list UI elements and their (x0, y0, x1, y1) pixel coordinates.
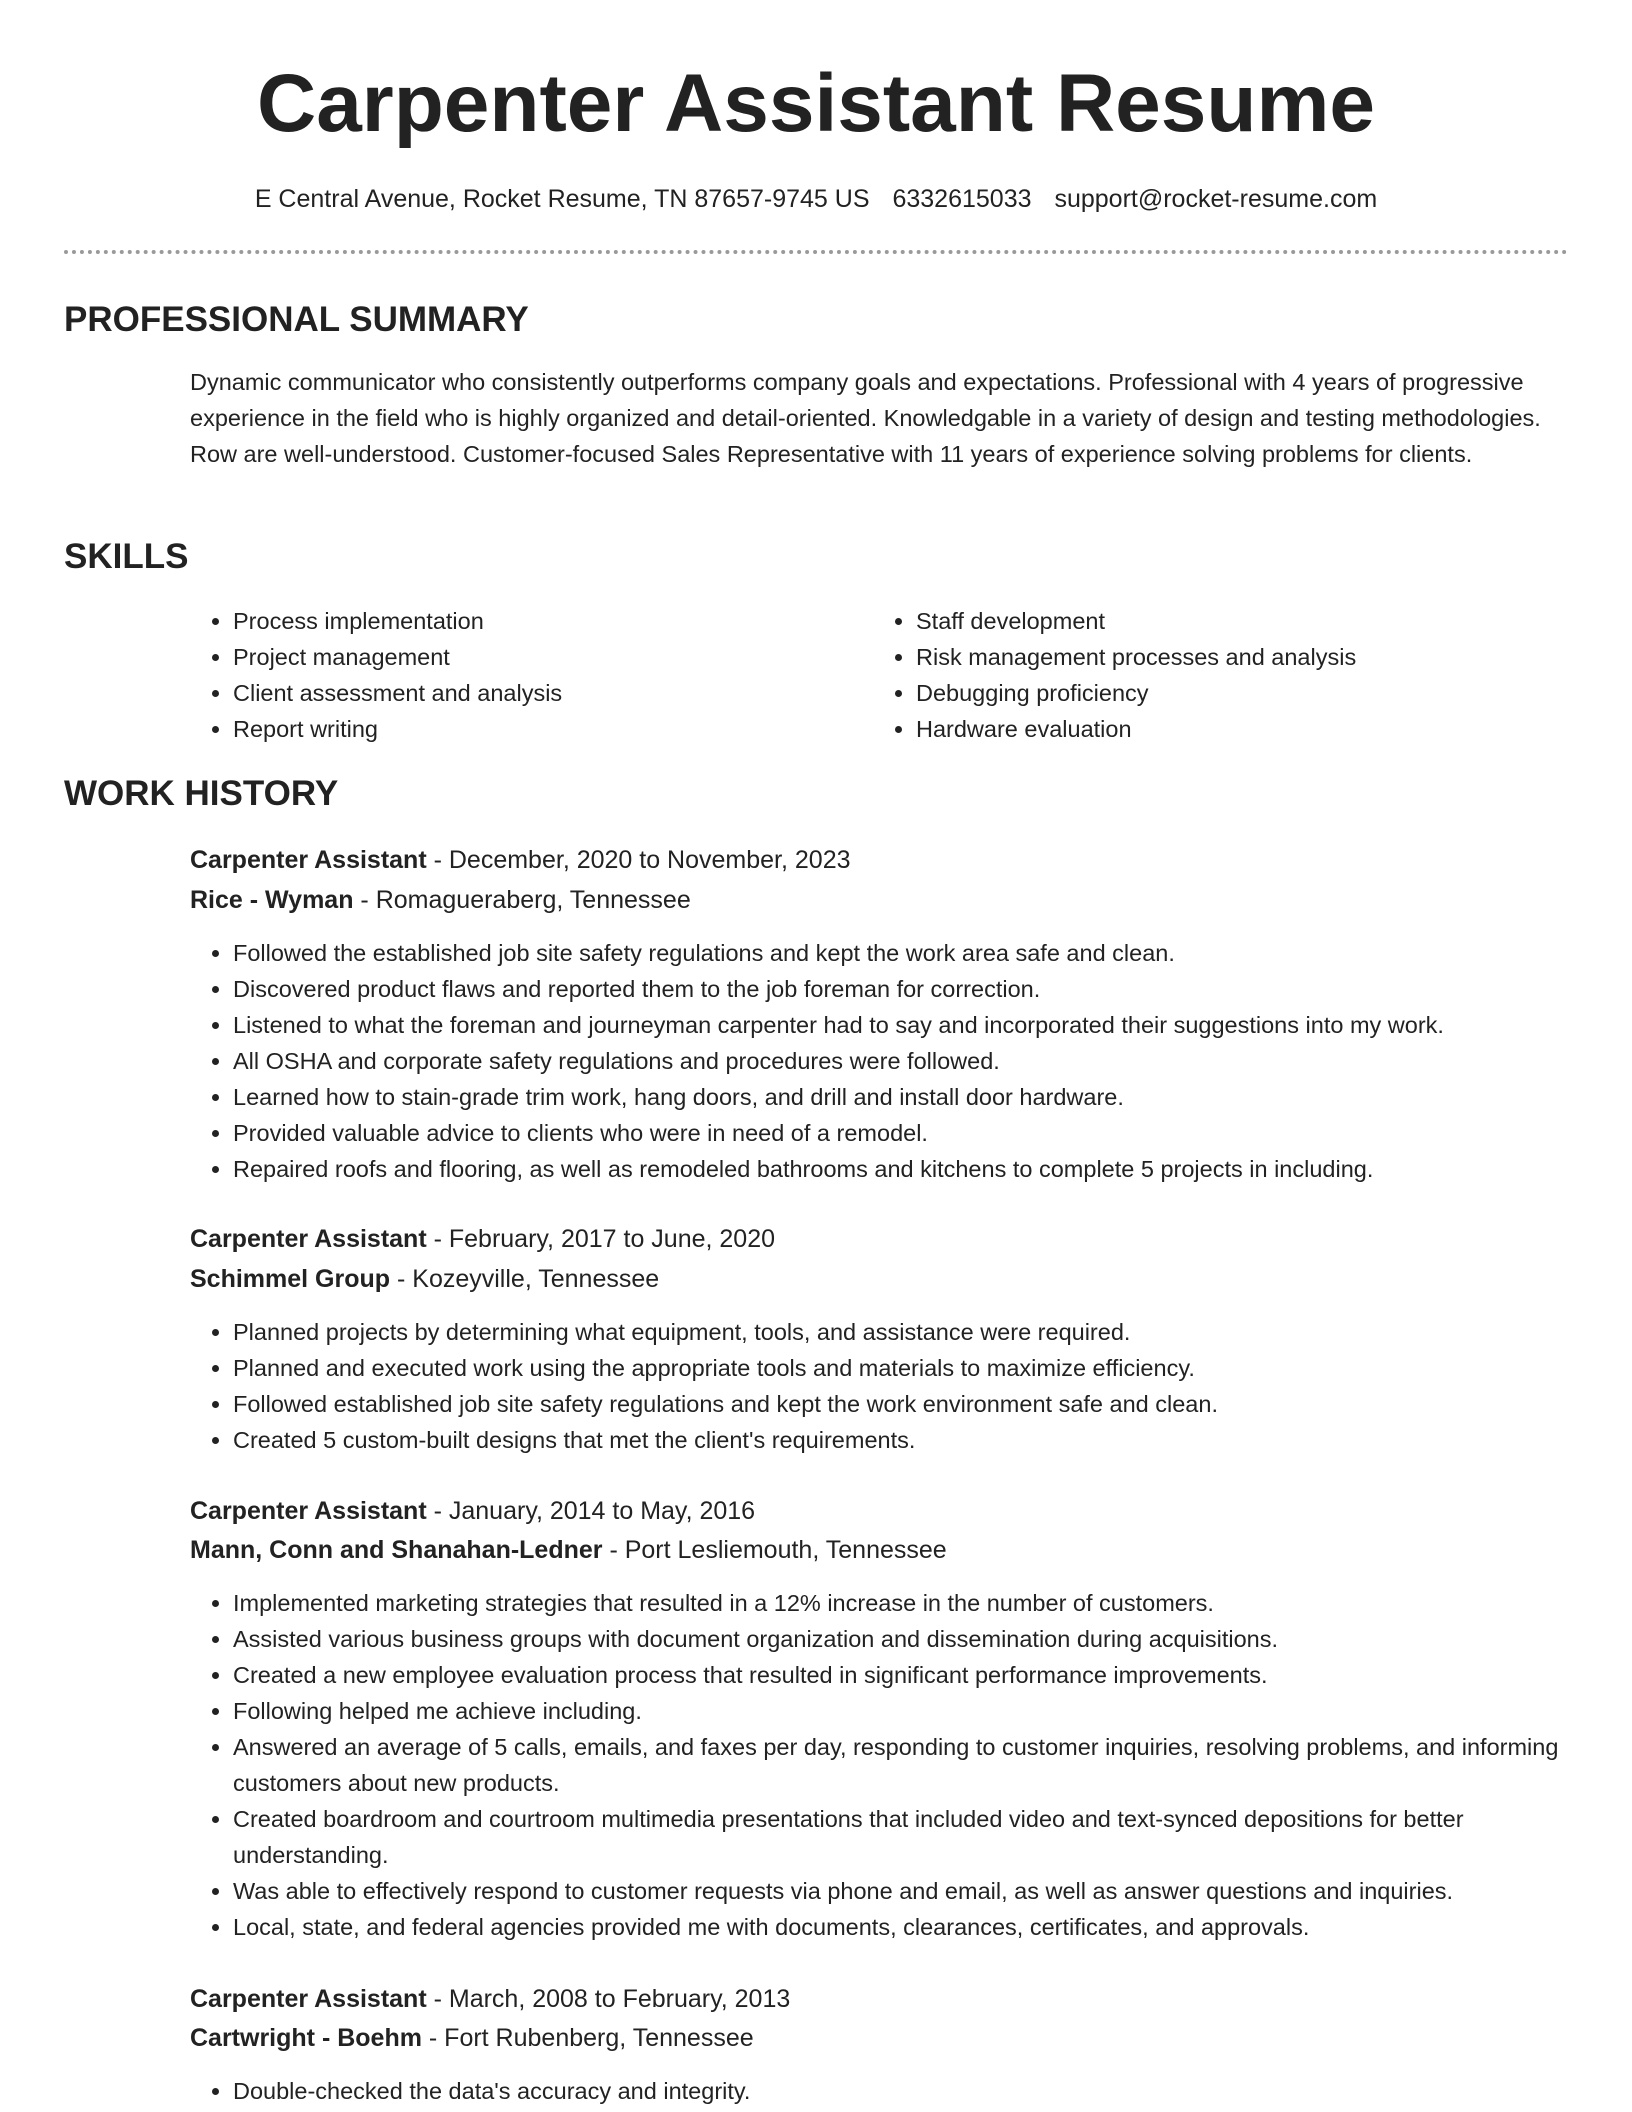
job-dates: - March, 2008 to February, 2013 (426, 1985, 791, 2013)
skill-item: • Report writing (233, 711, 873, 747)
skill-item: • Hardware evaluation (916, 711, 1556, 747)
skill-item: • Staff development (916, 603, 1556, 639)
job-bullets (190, 2073, 1560, 2109)
job-location: - Romagueraberg, Tennessee (353, 886, 691, 914)
job-company: Schimmel Group (190, 1265, 391, 1293)
contact-address: E Central Avenue, Rocket Resume, TN 87657-9745 US (254, 185, 870, 213)
job-bullet: • Local, state, and federal agencies provided me with documents, clearances, certificates, and approvals. (233, 1909, 1560, 1945)
skill-item: • Client assessment and analysis (233, 675, 873, 711)
job-location: - Kozeyville, Tennessee (390, 1265, 660, 1293)
job-company: Cartwright - Boehm (190, 2024, 422, 2052)
job-location: - Port Lesliemouth, Tennessee (602, 1536, 947, 1564)
job-title: Carpenter Assistant (190, 1225, 427, 1253)
job-bullet: • Implemented marketing strategies that resulted in a 12% increase in the number of customers. (233, 1585, 1560, 1621)
job-bullet: • Double-checked the data's accuracy and integrity. (233, 2073, 1560, 2109)
resume-title: Carpenter Assistant Resume (256, 58, 1375, 149)
job-title-line (190, 843, 851, 877)
job-title: Carpenter Assistant (190, 1985, 427, 2013)
contact-phone: 6332615033 (892, 185, 1032, 213)
job-bullet: • Was able to effectively respond to customer requests via phone and email, as well as answer questions and inquiries. (233, 1873, 1560, 1909)
job-title-line (190, 1982, 790, 2016)
summary-text: Dynamic communicator who consistently outperforms company goals and expectations. Professional with 4 years of progressive experience in the field who is highly organized and detail-oriented. Knowledgable in a variety of design and testing methodologies. Row are well-understood. Customer-focused Sales Representative with 11 years of experience solving problems for clients. (190, 369, 1541, 467)
job-bullet: • Planned projects by determining what equipment, tools, and assistance were required. (233, 1314, 1560, 1350)
skill-item: • Process implementation (233, 603, 873, 639)
job-bullets (190, 1314, 1560, 1458)
job-location: - Fort Rubenberg, Tennessee (421, 2024, 754, 2052)
job-title: Carpenter Assistant (190, 1497, 427, 1525)
skills-heading: SKILLS (64, 537, 189, 576)
skill-item: • Project management (233, 639, 873, 675)
job-bullet: • Created a new employee evaluation process that resulted in significant performance improvements. (233, 1657, 1560, 1693)
job-bullet: • Followed established job site safety regulations and kept the work environment safe and clean. (233, 1386, 1560, 1422)
job-bullet: • Created boardroom and courtroom multimedia presentations that included video and text-synced depositions for better understanding. (233, 1801, 1560, 1873)
job-bullet: • Answered an average of 5 calls, emails, and faxes per day, responding to customer inquiries, resolving problems, and informing customers about new products. (233, 1729, 1560, 1801)
skills-column-right (873, 603, 1556, 747)
job-bullet: • Created 5 custom-built designs that met the client's requirements. (233, 1422, 1560, 1458)
contact-email: support@rocket-resume.com (1054, 185, 1378, 213)
skill-item: • Risk management processes and analysis (916, 639, 1556, 675)
work-history-heading: WORK HISTORY (64, 774, 339, 813)
job-bullet: • Followed the established job site safety regulations and kept the work area safe and clean. (233, 935, 1560, 971)
job-company: Mann, Conn and Shanahan-Ledner (190, 1536, 603, 1564)
job-title-line (190, 1494, 755, 1528)
job-bullet: • Repaired roofs and flooring, as well as remodeled bathrooms and kitchens to complete 5 projects in including. (233, 1151, 1560, 1187)
job-bullet: • Discovered product flaws and reported them to the job foreman for correction. (233, 971, 1560, 1007)
job-bullet: • Assisted various business groups with document organization and dissemination during acquisitions. (233, 1621, 1560, 1657)
job-company-line (190, 1262, 659, 1296)
job-dates: - January, 2014 to May, 2016 (426, 1497, 756, 1525)
job-bullet: • Learned how to stain-grade trim work, hang doors, and drill and install door hardware. (233, 1079, 1560, 1115)
contact-line (0, 182, 1632, 216)
job-bullet: • All OSHA and corporate safety regulations and procedures were followed. (233, 1043, 1560, 1079)
job-bullet: • Following helped me achieve including. (233, 1693, 1560, 1729)
skills-column-left (190, 603, 873, 747)
job-bullets (190, 1585, 1560, 1945)
job-company-line (190, 2021, 754, 2055)
skill-item: • Debugging proficiency (916, 675, 1556, 711)
job-company-line (190, 1533, 947, 1567)
job-title: Carpenter Assistant (190, 846, 427, 874)
job-bullet: • Planned and executed work using the appropriate tools and materials to maximize efficiency. (233, 1350, 1560, 1386)
job-title-line (190, 1222, 775, 1256)
job-bullets (190, 935, 1560, 1187)
job-company-line (190, 883, 691, 917)
skills-list (190, 603, 1560, 747)
job-dates: - February, 2017 to June, 2020 (426, 1225, 776, 1253)
job-bullet: • Provided valuable advice to clients who were in need of a remodel. (233, 1115, 1560, 1151)
job-bullet: • Listened to what the foreman and journeyman carpenter had to say and incorporated their suggestions into my work. (233, 1007, 1560, 1043)
job-company: Rice - Wyman (190, 886, 354, 914)
job-dates: - December, 2020 to November, 2023 (426, 846, 851, 874)
summary-heading: PROFESSIONAL SUMMARY (64, 300, 529, 339)
header-divider (64, 250, 1568, 254)
